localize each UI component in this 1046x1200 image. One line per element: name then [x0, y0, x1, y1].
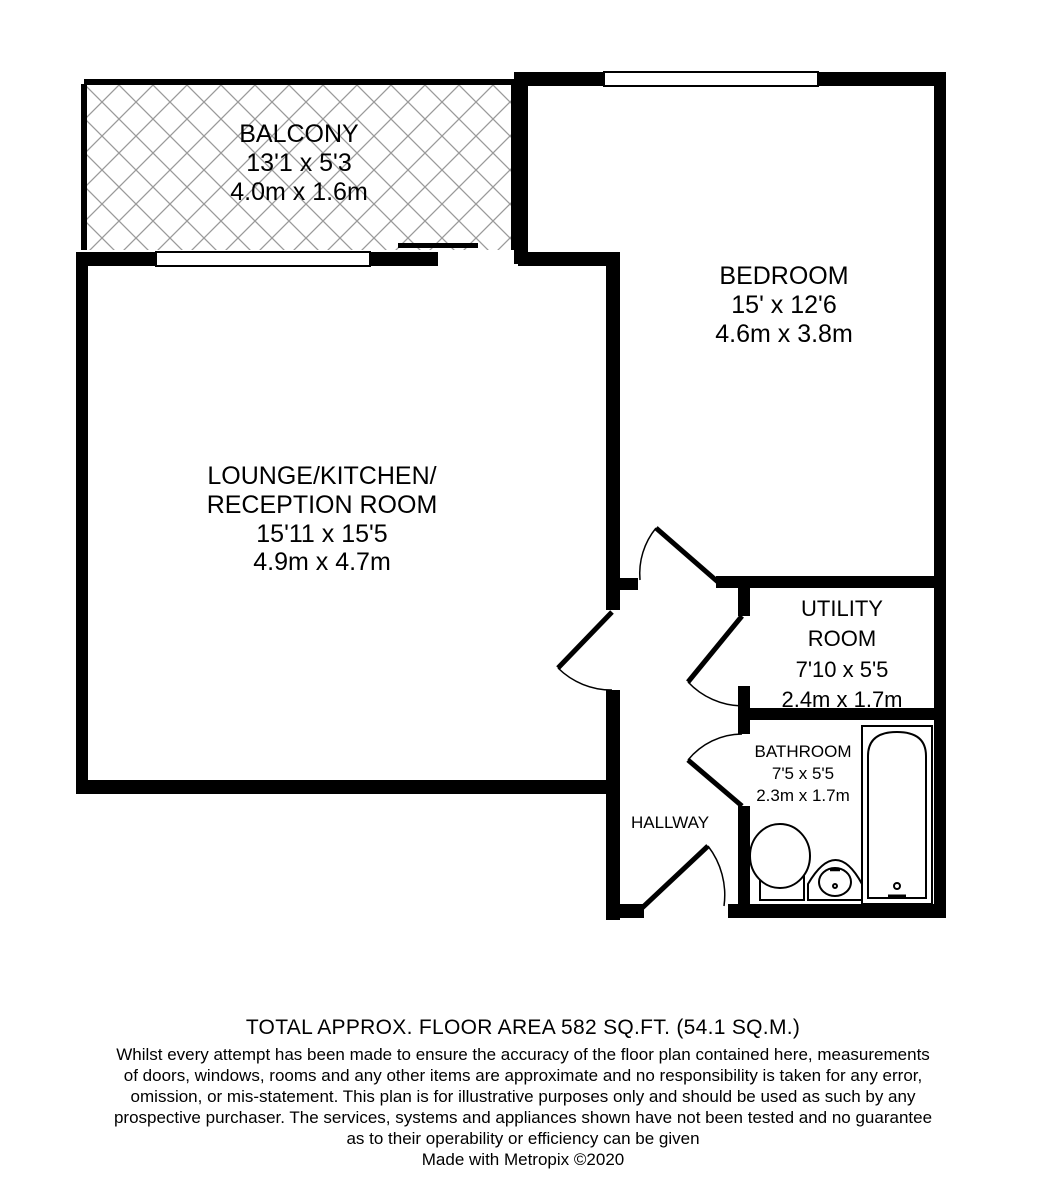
- lounge-window: [156, 252, 370, 266]
- bathroom-name: BATHROOM: [754, 742, 852, 761]
- utility-metric: 2.4m x 1.7m: [781, 687, 903, 713]
- utility-imperial: 7'10 x 5'5: [795, 656, 889, 682]
- utility-label: [744, 594, 940, 715]
- utility-name-line1: UTILITY: [801, 596, 883, 621]
- lounge-name-line1: LOUNGE/KITCHEN/: [207, 462, 437, 490]
- balcony-imperial: 13'1 x 5'3: [246, 148, 352, 177]
- footer: [0, 1016, 1046, 1170]
- disclaimer-line: as to their operability or efficiency can be given: [346, 1129, 700, 1148]
- bathroom-metric: 2.3m x 1.7m: [756, 786, 850, 806]
- bedroom-metric: 4.6m x 3.8m: [715, 319, 853, 348]
- balcony-label: [184, 120, 414, 206]
- hallway-name: HALLWAY: [630, 813, 710, 832]
- balcony-metric: 4.0m x 1.6m: [230, 177, 368, 206]
- lounge-metric: 4.9m x 4.7m: [253, 548, 391, 577]
- lounge-imperial: 15'11 x 15'5: [256, 519, 388, 548]
- total-floor-area: TOTAL APPROX. FLOOR AREA 582 SQ.FT. (54.1 SQ.M.): [245, 1016, 801, 1039]
- disclaimer-line: of doors, windows, rooms and any other items are approximate and no responsibility is taken for any error,: [123, 1066, 923, 1085]
- bedroom-name: BEDROOM: [719, 262, 849, 290]
- doors: [558, 528, 742, 908]
- bedroom-window: [604, 72, 818, 86]
- disclaimer-line: Whilst every attempt has been made to ensure the accuracy of the floor plan contained here, measurements: [116, 1045, 930, 1064]
- disclaimer-line: omission, or mis-statement. This plan is for illustrative purposes only and should be used as such by any: [130, 1087, 916, 1106]
- basin: [808, 860, 862, 900]
- credit: Made with Metropix ©2020: [421, 1150, 625, 1169]
- bathroom-label: [742, 741, 864, 807]
- hallway-label: [620, 813, 720, 833]
- bedroom-label: [664, 262, 904, 348]
- utility-name-line2: ROOM: [807, 626, 877, 652]
- lounge-label: [172, 462, 472, 577]
- bath-tub: [862, 726, 932, 904]
- balcony-name: BALCONY: [239, 120, 359, 148]
- toilet: [750, 824, 810, 900]
- bedroom-imperial: 15' x 12'6: [731, 290, 837, 319]
- disclaimer-line: prospective purchaser. The services, systems and appliances shown have not been tested and no guarantee: [113, 1108, 933, 1127]
- bathroom-imperial: 7'5 x 5'5: [771, 764, 835, 784]
- lounge-name-line2: RECEPTION ROOM: [206, 490, 438, 519]
- disclaimer: [0, 1044, 1046, 1149]
